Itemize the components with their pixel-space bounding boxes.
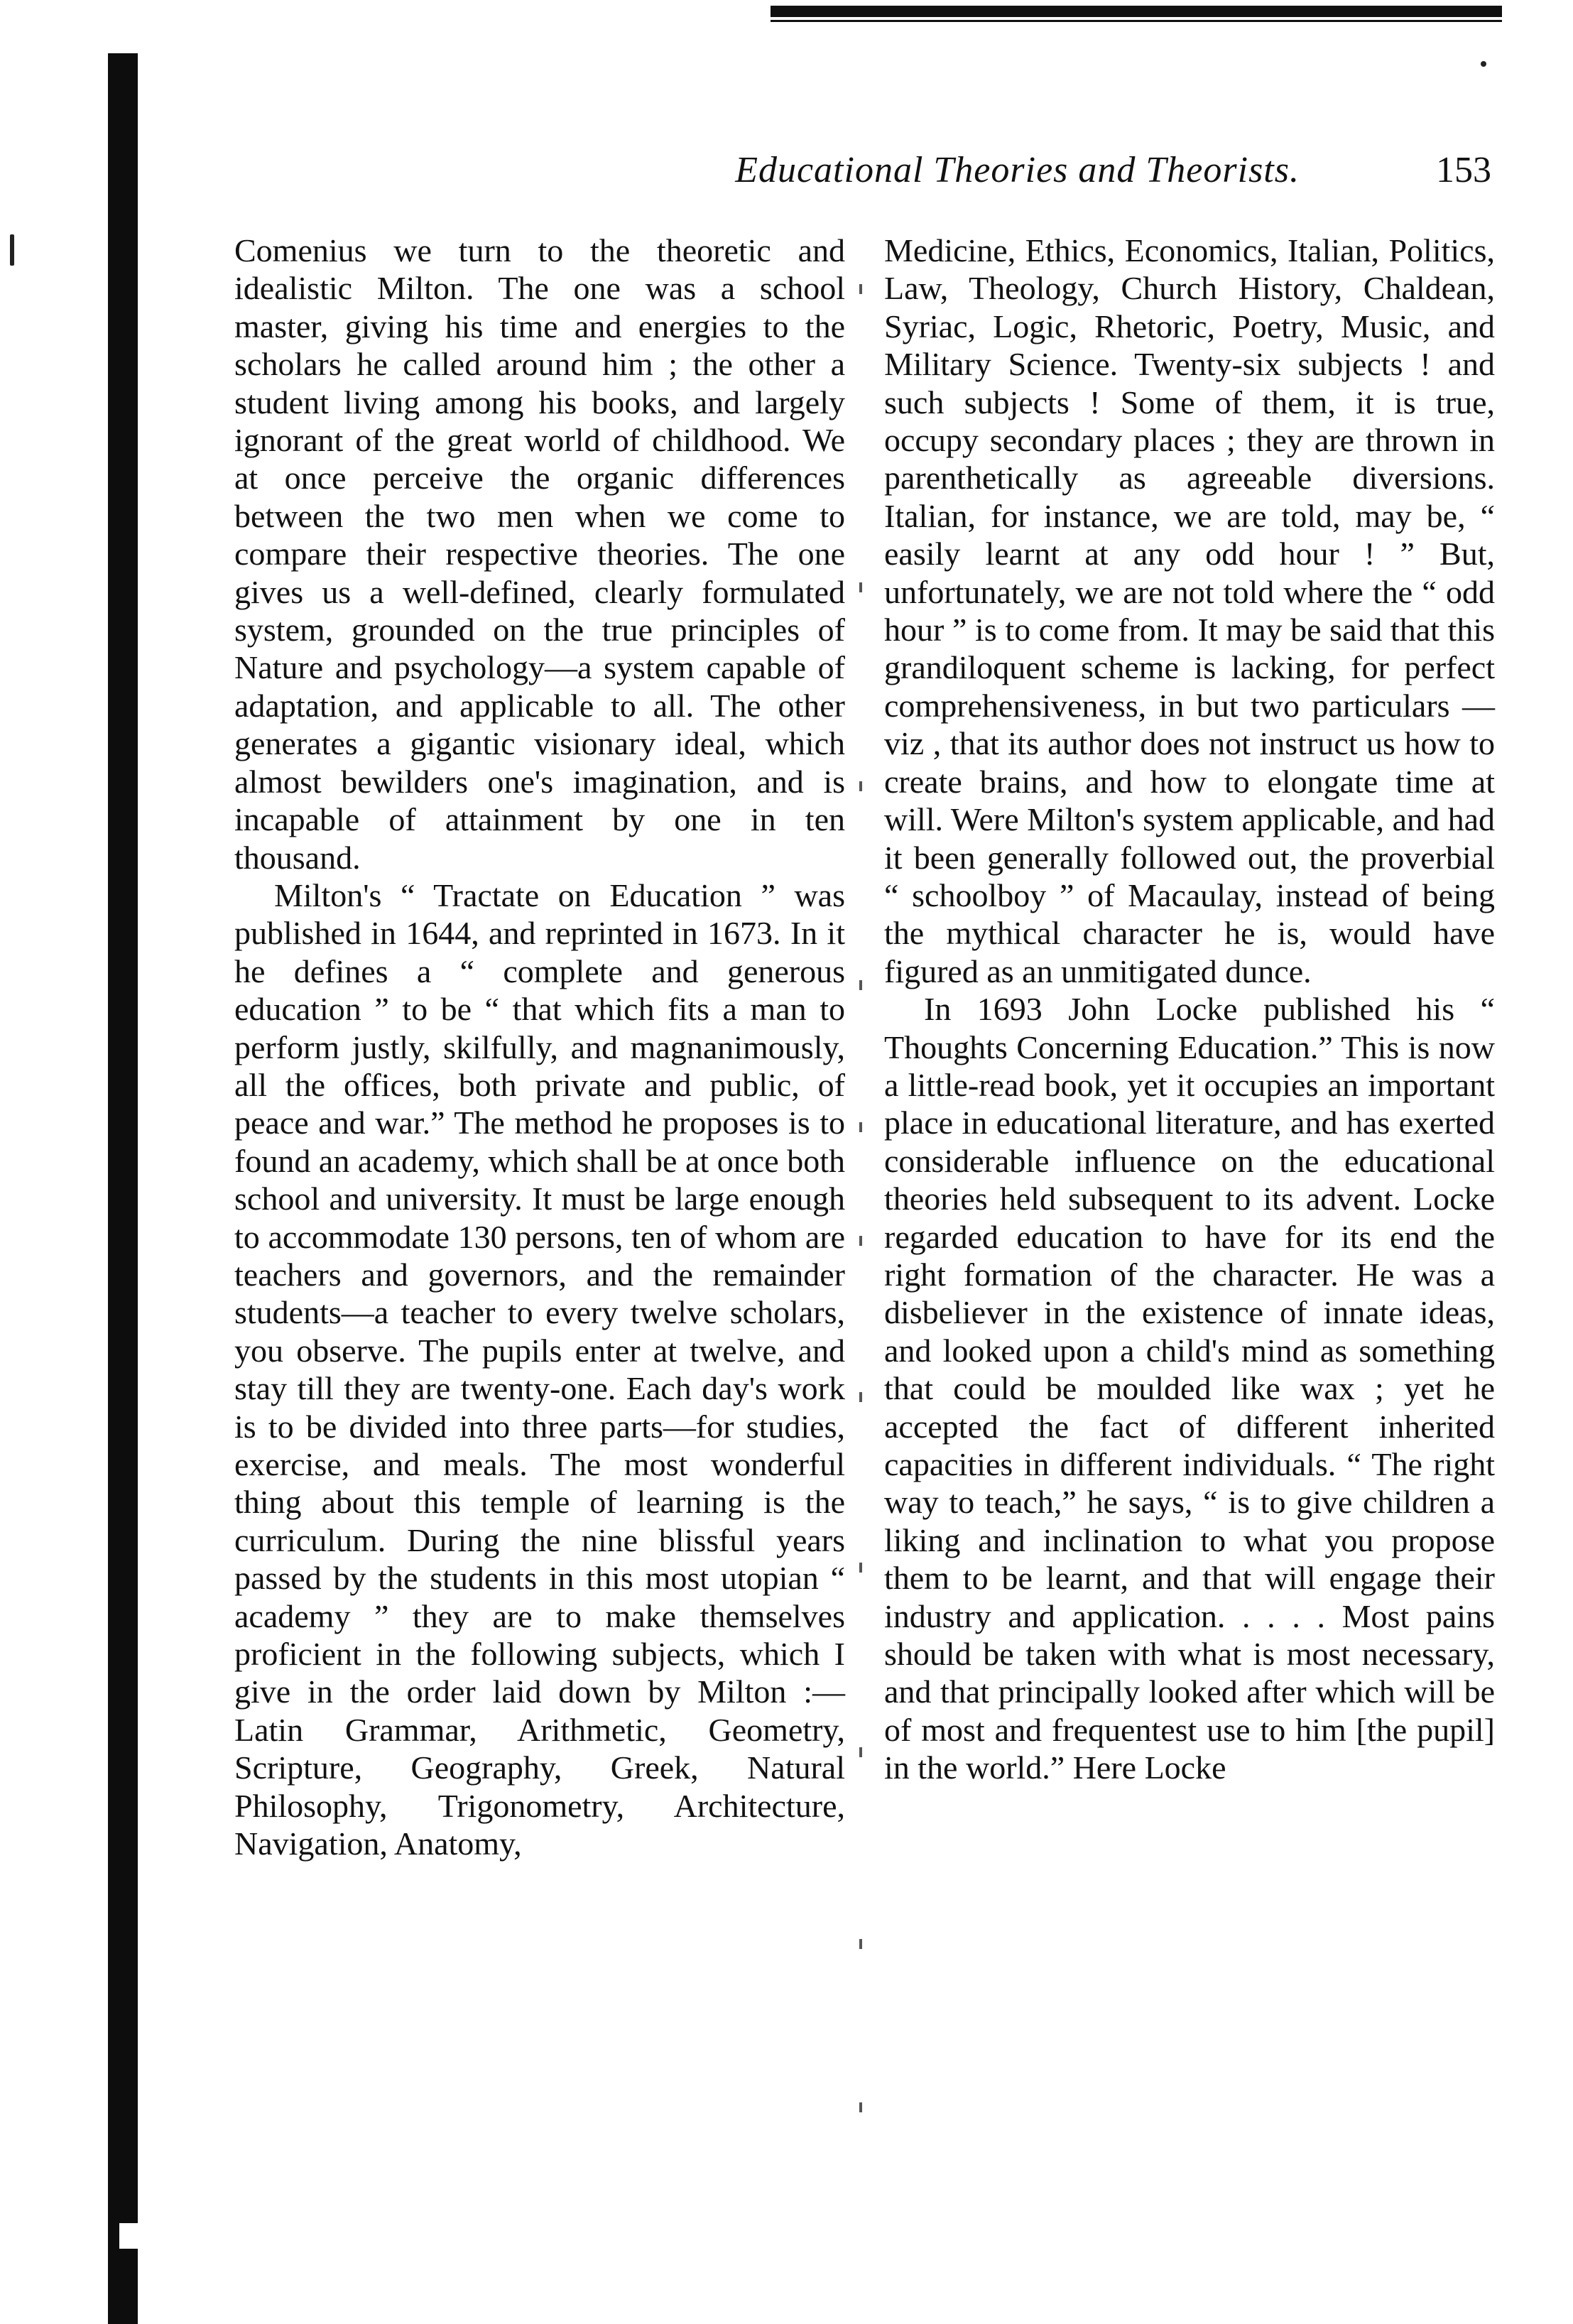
- running-head: Educational Theories and Theorists.: [735, 150, 1300, 190]
- page-number: 153: [1436, 150, 1491, 190]
- top-rule: [771, 6, 1502, 17]
- scan-speck: [1481, 61, 1486, 67]
- top-rule-thin: [771, 20, 1502, 22]
- left-column: [234, 232, 845, 1862]
- page-header: [234, 149, 1491, 206]
- binding-edge-notch: [119, 2223, 138, 2249]
- right-paragraph-1: Medicine, Ethics, Economics, Italian, Politics, Law, Theology, Church History, Chaldean, Syriac, Logic, Rhetoric, Poetry, Music, and Military Science. Twenty-six subjects ! and such subjects ! Some of them, it is true, occupy secondary places ; they are thrown in parenthetically as agreeable diversions. Italian, for instance, we are told, may be, “ easily learnt at any odd hour ! ” But, unfortunately, we are not told where the “ odd hour ” is to come from. It may be said that this grandiloquent scheme is lacking, for perfect comprehensiveness, in but two particulars —viz , that its author does not instruct us how to create brains, and how to elongate time at will. Were Milton's system applicable, and had it been generally followed out, the proverbial “ schoolboy ” of Macaulay, instead of being the mythical character he is, would have figured as an unmitigated dunce.: [884, 232, 1495, 989]
- left-paragraph-1: Comenius we turn to the theoretic and idealistic Milton. The one was a school master, giving his time and energies to the scholars he called around him ; the other a student living among his books, and largely ignorant of the great world of childhood. We at once perceive the organic differences between the two men when we come to compare their respective theories. The one gives us a well-defined, clearly formulated system, grounded on the true principles of Nature and psychology—a system capable of adaptation, and applicable to all. The other generates a gigantic visionary ideal, which almost bewilders one's imagination, and is incapable of attainment by one in ten thousand.: [234, 232, 845, 876]
- right-column: [884, 232, 1495, 1787]
- scan-speck: [10, 234, 14, 266]
- right-paragraph-2: In 1693 John Locke published his “ Thoughts Concerning Education.” This is now a little-read book, yet it occupies an important place in educational literature, and has exerted considerable influence on the educational theories held subsequent to its advent. Locke regarded education to have for its end the right formation of the character. He was a disbeliever in the existence of innate ideas, and looked upon a child's mind as something that could be moulded like wax ; yet he accepted the fact of different inherited capacities in different individuals. “ The right way to teach,” he says, “ is to give children a liking and inclination to what you propose them to be learnt, and that will engage their industry and application. . . . . Most pains should be taken with what is most necessary, and that principally looked after which will be of most and frequentest use to him [the pupil] in the world.” Here Locke: [884, 991, 1495, 1786]
- column-gutter: [859, 284, 864, 2202]
- binding-edge-shadow: [108, 53, 138, 2324]
- left-paragraph-2: Milton's “ Tractate on Education ” was published in 1644, and reprinted in 1673. In it he defines a “ complete and generous education ” to be “ that which fits a man to perform justly, skilfully, and magnanimously, all the offices, both private and public, of peace and war.” The method he proposes is to found an academy, which shall be at once both school and university. It must be large enough to accommodate 130 persons, ten of whom are teachers and governors, and the remainder students—a teacher to every twelve scholars, you observe. The pupils enter at twelve, and stay till they are twenty-one. Each day's work is to be divided into three parts—for studies, exercise, and meals. The most wonderful thing about this temple of learning is the curriculum. During the nine blissful years passed by the students in this most utopian “ academy ” they are to make themselves proficient in the following subjects, which I give in the order laid down by Milton :— Latin Grammar, Arithmetic, Geometry, Scripture, Geography, Greek, Natural Philosophy, Trigonometry, Architecture, Navigation, Anatomy,: [234, 876, 845, 1862]
